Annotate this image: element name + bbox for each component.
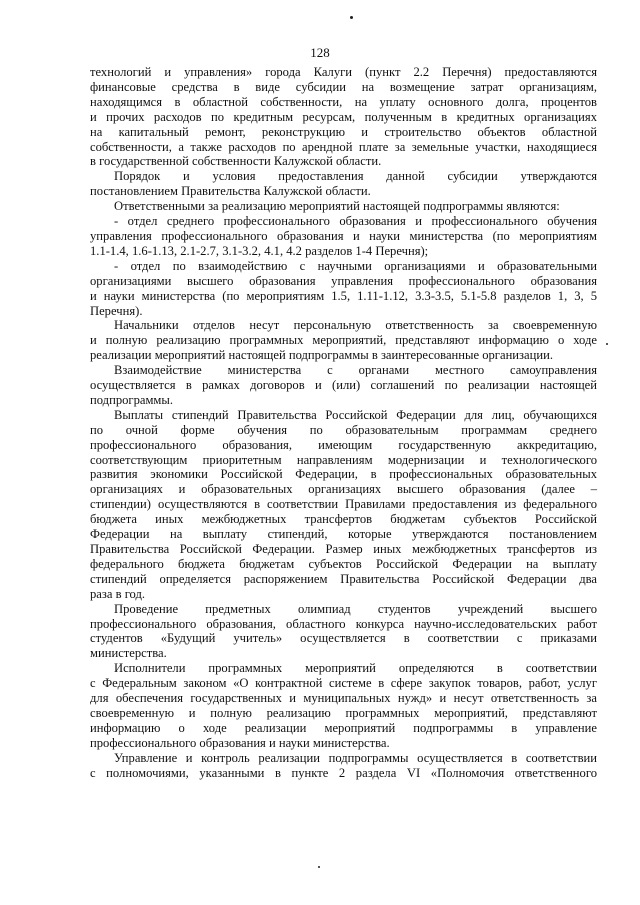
text-line: 1.1-1.4, 1.6-1.13, 2.1-2.7, 3.1-3.2, 4.1, 4.2 разделов 1-4 Перечня); [90,243,429,258]
text-line: Выплаты стипендий Правительства Российской Федерации для лиц, обучающихся [114,407,597,422]
text-line: и прочих расходов по кредитным ресурсам, полученным в кредитных организациях [90,109,597,124]
text-line: Начальники отделов несут персональную ответственность за своевременную [114,318,597,333]
text-line: на капитальный ремонт, реконструкцию и строительство объектов областной [90,124,597,139]
text-line: и полную реализацию программных мероприятий, представляют информацию о ходе [90,333,597,348]
text-line: по очной форме обучения по образовательным программам среднего [90,422,597,437]
text-line: организациях и образовательных организациях высшего образования (далее – [90,482,597,497]
text-line: Управление и контроль реализации подпрограммы осуществляется в соответствии [114,750,597,765]
text-line: постановлением Правительства Калужской области. [90,184,371,199]
text-line: в государственной собственности Калужской области. [90,154,382,169]
text-line: информацию о ходе реализации мероприятий подпрограммы в управление [90,720,597,735]
text-line: Перечня). [90,303,143,318]
text-line: - отдел по взаимодействию с научными организациями и образовательными [114,258,597,273]
text-line: для обеспечения государственных и муниципальных нужд» и несут ответственность за [90,691,597,706]
scan-speck [350,16,353,19]
text-line: стипендии) осуществляются в соответствии Правилами предоставления из федерального [90,497,597,512]
text-line: финансовые средства в виде субсидии на возмещение затрат организациям, [90,79,597,94]
text-line: Федерации на выплату стипендий, которые утверждаются постановлением [90,527,597,542]
text-line: с Федеральным законом «О контрактной системе в сфере закупок товаров, работ, услуг [90,676,597,691]
text-line: стипендий определяется распоряжением Правительства Российской Федерации два [90,571,597,586]
page-number: 128 [310,45,330,60]
body-text [90,65,597,781]
text-line: находящимся в областной собственности, на уплату основного долга, процентов [90,94,597,109]
text-line: подпрограммы. [90,392,174,407]
text-line: министерства. [90,646,167,661]
text-line: реализации мероприятий настоящей подпрограммы в заинтересованные организации. [90,348,553,363]
text-line: Правительства Российской Федерации. Размер иных межбюджетных трансфертов из [90,542,597,556]
text-line: профессионального образования, областного конкурса научно-исследовательских работ [90,616,597,631]
text-line: - отдел среднего профессионального образования и профессионального обучения [114,214,597,229]
text-line: соответствующим приоритетным направлениям модернизации и технологического [90,452,597,467]
text-line: собственности, а также расходов по арендной плате за земельные участки, находящиеся [90,139,597,154]
text-line: студентов «Будущий учитель» осуществляется в соответствии с приказами [90,631,597,646]
text-line: осуществляется в рамках договоров и (или) соглашений по реализации настоящей [90,378,597,393]
text-line: профессионального образования, имеющим государственную аккредитацию, [90,437,597,452]
text-line: раза в год. [90,586,146,601]
text-line: с полномочиями, указанными в пункте 2 раздела VI «Полномочия ответственного [90,765,597,780]
scan-speck [606,343,608,345]
text-line: профессионального образования и науки министерства. [90,735,390,750]
text-line: развития экономики Российской Федерации, в профессиональных образовательных [90,467,597,482]
text-line: технологий и управления» города Калуги (пункт 2.2 Перечня) предоставляются [90,65,597,79]
text-line: Ответственными за реализацию мероприятий настоящей подпрограммы являются: [114,199,560,214]
text-line: Порядок и условия предоставления данной субсидии утверждаются [114,169,597,184]
text-line: своевременную и полную реализацию программных мероприятий, представляют [90,705,597,720]
text-line: организациями высшего образования управления профессионального образования [90,273,597,288]
text-line: бюджета иных межбюджетных трансфертов бюджетам субъектов Российской [90,512,597,527]
text-line: и науки министерства (по мероприятиям 1.5, 1.11-1.12, 3.3-3.5, 5.1-5.8 разделов 1, 3, 5 [90,288,597,303]
text-line: федерального бюджета бюджетам субъектов Российской Федерации на выплату [90,556,597,571]
text-line: управления профессионального образования и науки министерства (по мероприятиям [90,228,597,243]
text-line: Проведение предметных олимпиад студентов учреждений высшего [114,601,597,616]
text-line: Исполнители программных мероприятий определяются в соответствии [114,661,597,676]
scan-speck [318,866,320,868]
text-line: Взаимодействие министерства с органами местного самоуправления [114,363,597,378]
